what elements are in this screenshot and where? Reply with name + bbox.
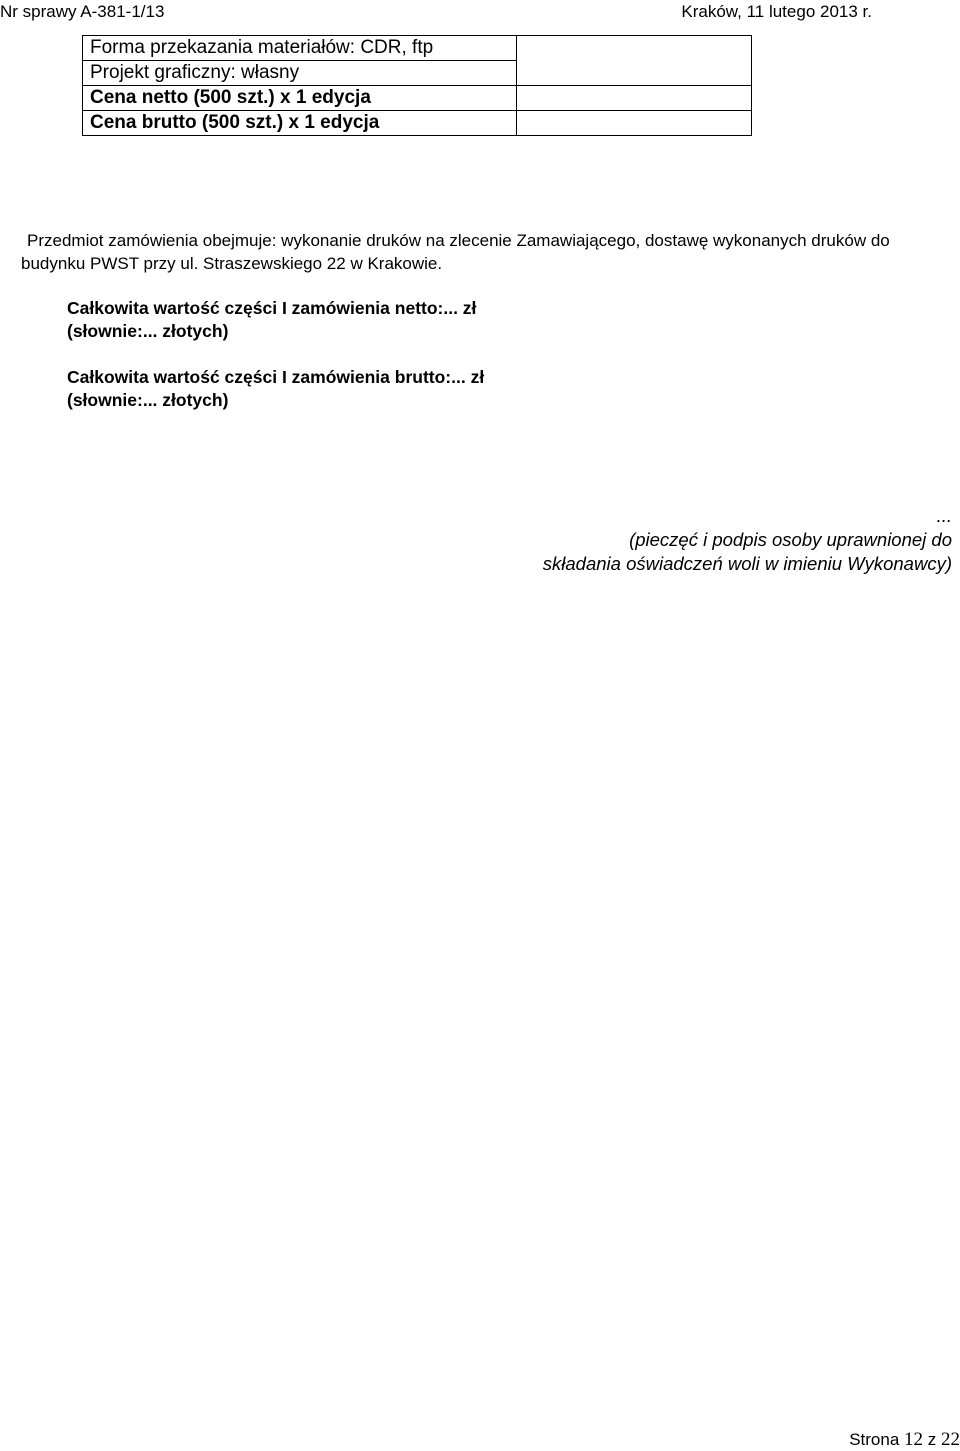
specification-table — [82, 35, 752, 136]
total-brutto-line: Całkowita wartość części I zamówienia brutto:... zł — [67, 367, 485, 387]
total-netto-words: (słownie:... złotych) — [67, 321, 229, 341]
table-cell-value — [516, 111, 751, 136]
table-cell-value — [516, 86, 751, 111]
signature-caption-line1: (pieczęć i podpis osoby uprawnionej do — [629, 529, 952, 550]
table-cell-label: Cena netto (500 szt.) x 1 edycja — [83, 86, 517, 111]
page-current: 12 — [904, 1429, 924, 1450]
total-brutto-words: (słownie:... złotych) — [67, 390, 229, 410]
page-label: Strona — [849, 1430, 900, 1449]
page-total: 22 — [941, 1429, 960, 1450]
table-cell-value — [516, 61, 751, 86]
table-row — [83, 111, 752, 136]
case-number: Nr sprawy A-381-1/13 — [0, 2, 165, 21]
page-separator: z — [927, 1430, 937, 1449]
table-row — [83, 36, 752, 61]
table-row — [83, 86, 752, 111]
table-row — [83, 61, 752, 86]
signature-block — [543, 504, 952, 576]
table-cell-label: Cena brutto (500 szt.) x 1 edycja — [83, 111, 517, 136]
place-date: Kraków, 11 lutego 2013 r. — [681, 2, 872, 21]
total-netto-line: Całkowita wartość części I zamówienia netto:... zł — [67, 298, 477, 318]
total-brutto-block — [67, 366, 484, 412]
order-subject-paragraph: Przedmiot zamówienia obejmuje: wykonanie druków na zlecenie Zamawiającego, dostawę wykonanych druków do budynku PWST przy ul. Straszewskiego 22 w Krakowie. — [21, 231, 890, 273]
table-cell-label: Forma przekazania materiałów: CDR, ftp — [83, 36, 517, 61]
total-netto-block — [67, 297, 476, 343]
signature-caption-line2: składania oświadczeń woli w imieniu Wykonawcy) — [542, 553, 952, 574]
table-cell-label: Projekt graficzny: własny — [83, 61, 517, 86]
table-cell-value — [516, 36, 751, 61]
signature-dots: ... — [936, 505, 952, 526]
page-number — [849, 1429, 960, 1451]
